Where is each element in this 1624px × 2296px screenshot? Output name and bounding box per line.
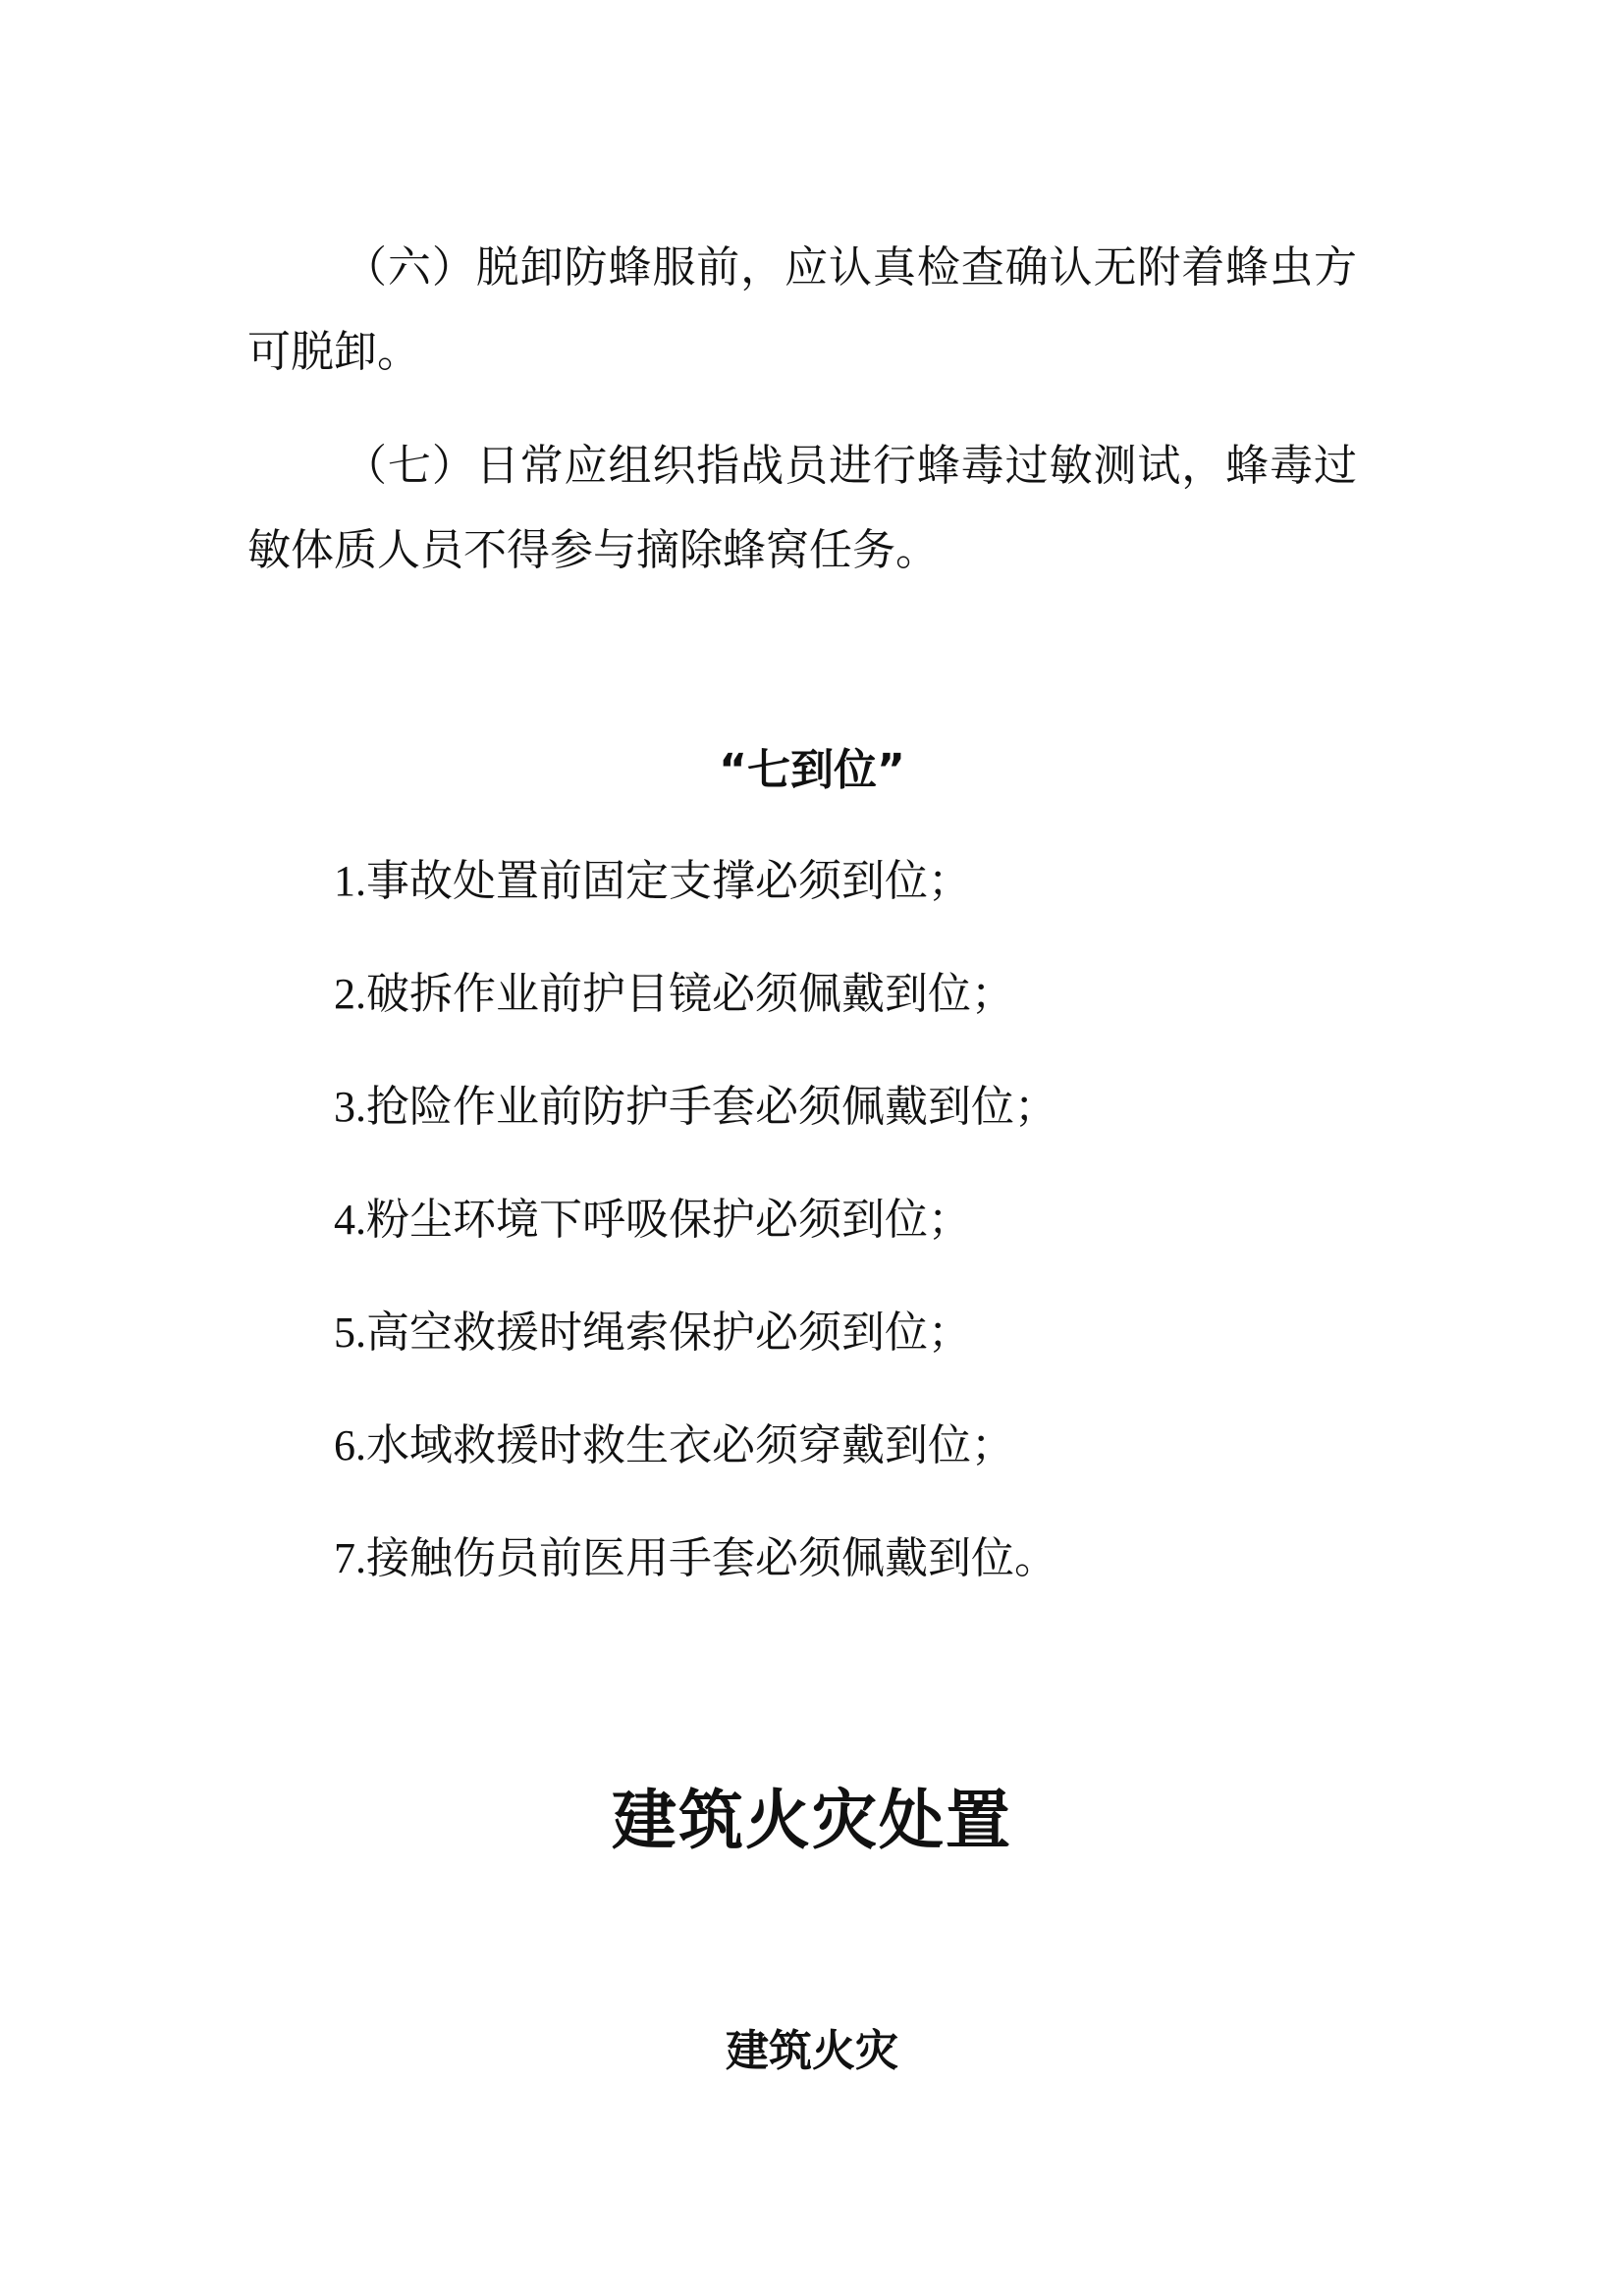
list-item [334,1529,1414,1642]
list-item-number: 4. [334,1196,366,1244]
list-item [334,1416,1414,1529]
paragraph-item-7: （七）日常应组织指战员进行蜂毒过敏测试，蜂毒过敏体质人员不得参与摘除蜂窝任务。 [247,441,1357,575]
list-item-text: 抢险作业前防护手套必须佩戴到位； [366,1082,1057,1132]
list-item-text: 破拆作业前护目镜必须佩戴到位； [366,969,1014,1019]
list-item-text: 粉尘环境下呼吸保护必须到位； [366,1195,971,1245]
list-item-number: 3. [334,1083,366,1131]
list-item-number: 5. [334,1308,366,1357]
section-heading: “七到位” [719,745,905,795]
list-item [334,1078,1414,1191]
page-title: 建筑火灾处置 [612,1783,1012,1858]
list-item-number: 7. [334,1534,366,1582]
list-item-text: 接触伤员前医用手套必须佩戴到位。 [366,1533,1057,1583]
list-item-text: 高空救援时绳索保护必须到位； [366,1308,971,1358]
list-item [334,965,1414,1078]
paragraph-item-6: （六）脱卸防蜂服前，应认真检查确认无附着蜂虫方可脱卸。 [247,242,1357,377]
list-item-number: 2. [334,970,366,1018]
list-item [334,1191,1414,1304]
list-item [334,1304,1414,1416]
list-item-text: 水域救援时救生衣必须穿戴到位； [366,1420,1014,1470]
list-item-text: 事故处置前固定支撑必须到位； [366,856,971,906]
page-subtitle: 建筑火灾 [726,2026,898,2076]
list-item-number: 6. [334,1421,366,1469]
list-item-number: 1. [334,857,366,905]
list-item [334,852,1414,965]
rule-list [334,852,1414,1642]
